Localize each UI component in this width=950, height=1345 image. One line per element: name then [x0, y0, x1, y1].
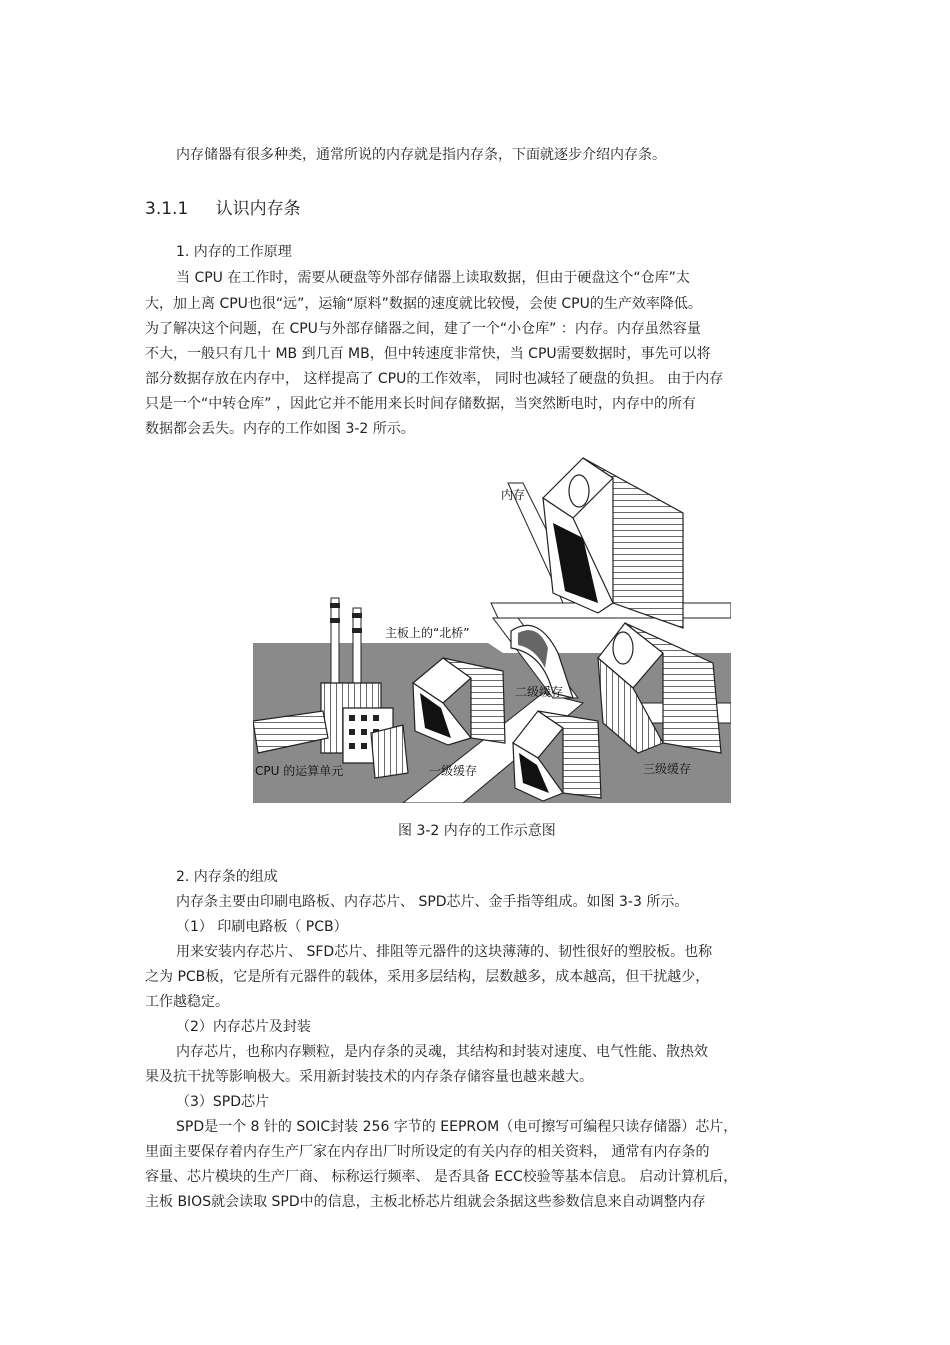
- item-title: （3）SPD芯片: [176, 1094, 270, 1110]
- label-northbridge: 主板上的“北桥”: [385, 626, 470, 640]
- paragraph-line: 当 CPU 在工作时，需要从硬盘等外部存储器上读取数据，但由于硬盘这个“仓库”太: [176, 270, 690, 286]
- section-number: 3.1.1: [145, 199, 189, 219]
- intro-paragraph: 内存储器有很多种类，通常所说的内存就是指内存条，下面就逐步介绍内存条。: [176, 147, 666, 163]
- road-top: [491, 603, 731, 618]
- paragraph-line: 数据都会丢失。内存的工作如图 3-2 所示。: [145, 421, 415, 437]
- item-title: （2）内存芯片及封装: [176, 1019, 311, 1035]
- paragraph-line: 容量、芯片模块的生产厂商、 标称运行频率、 是否具备 ECC校验等基本信息。 启动计算机后，: [145, 1169, 738, 1185]
- paragraph-line: 果及抗干扰等影响极大。采用新封装技术的内存条存储容量也越来越大。: [145, 1069, 593, 1085]
- label-l1-cache: 一级缓存: [429, 764, 478, 778]
- paragraph-line: 之为 PCB板，它是所有元器件的载体，采用多层结构，层数越多，成本越高，但干扰越少，: [145, 969, 710, 985]
- paragraph-line: SPD是一个 8 针的 SOIC封装 256 字节的 EEPROM（电可擦写可编程只读存储器）芯片，: [176, 1119, 738, 1135]
- paragraph-line: 内存芯片，也称内存颗粒，是内存条的灵魂，其结构和封装对速度、电气性能、散热效: [176, 1044, 708, 1060]
- paragraph-line: 不大，一般只有几十 MB 到几百 MB，但中转速度非常快，当 CPU需要数据时，事先可以将: [145, 346, 711, 362]
- label-l2-cache: 二级缓存: [515, 685, 564, 699]
- section-heading: [145, 194, 301, 219]
- subsection-title: 2. 内存条的组成: [176, 869, 278, 885]
- subsection-title: 1. 内存的工作原理: [176, 244, 292, 260]
- memory-diagram-figure: [253, 453, 731, 803]
- paragraph-line: 只是一个“中转仓库” ，因此它并不能用来长时间存储数据，当突然断电时，内存中的所有: [145, 396, 696, 412]
- paragraph-line: 工作越稳定。: [145, 994, 229, 1010]
- figure-caption: 图 3-2 内存的工作示意图: [398, 823, 556, 839]
- label-cpu-unit: CPU 的运算单元: [255, 764, 344, 778]
- paragraph-line: 里面主要保存着内存生产厂家在内存出厂时所设定的有关内存的相关资料， 通常有内存条的: [145, 1144, 710, 1160]
- paragraph-line: 部分数据存放在内存中， 这样提高了 CPU的工作效率， 同时也减轻了硬盘的负担。 由于内存: [145, 371, 724, 387]
- paragraph-line: 大，加上离 CPU也很“远”，运输“原料”数据的速度就比较慢，会使 CPU的生产效率降低。: [145, 296, 702, 312]
- section-title: 认识内存条: [215, 199, 301, 219]
- label-memory: 内存: [501, 488, 526, 502]
- item-title: （1） 印刷电路板（ PCB）: [176, 919, 348, 935]
- paragraph-line: 用来安装内存芯片、 SFD芯片、排阻等元器件的这块薄薄的、韧性很好的塑胶板。也称: [176, 944, 713, 960]
- paragraph-line: 主板 BIOS就会读取 SPD中的信息，主板北桥芯片组就会条据这些参数信息来自动调整内存: [145, 1194, 706, 1210]
- paragraph-line: 内存条主要由印刷电路板、内存芯片、 SPD芯片、金手指等组成。如图 3-3 所示。: [176, 894, 689, 910]
- paragraph-line: 为了解决这个问题，在 CPU与外部存储器之间，建了一个“小仓库” ：内存。内存虽然容量: [145, 321, 701, 337]
- label-l3-cache: 三级缓存: [643, 762, 692, 776]
